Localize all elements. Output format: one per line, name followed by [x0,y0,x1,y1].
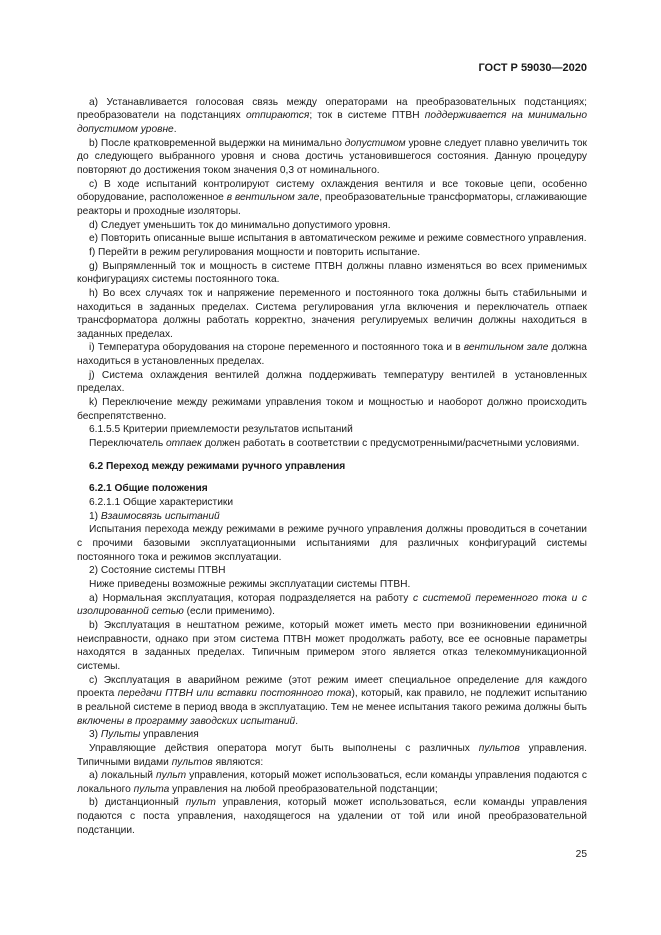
text-run: Испытания перехода между режимами в режиме ручного управления должны проводиться в сочетании с прочими базовыми эксплуатационными испытаниями для различных конфигураций системы постоянного тока и режимов эксплуатации. [77,524,587,563]
paragraph-d [77,219,587,233]
italic-term: пульт [185,797,216,809]
paragraph-j [77,369,587,396]
text-run: Ниже приведены возможные режимы эксплуатации системы ПТВН. [89,578,411,590]
text-run: должна находиться в установленных пределах. [77,342,587,368]
italic-term: пультов [478,742,520,754]
paragraph-p1 [77,523,587,564]
text-run: Управляющие действия оператора могут быть выполнены с различных [89,742,479,754]
text-run: являются: [212,756,264,768]
text-run: 3) [89,729,101,741]
paragraph-c [77,178,587,219]
text-run: i) Температура оборудования на стороне переменного и постоянного тока и в [89,342,464,354]
italic-term: отпираются [245,110,310,122]
text-run: g) Выпрямленный ток и мощность в системе ПТВН должны плавно изменяться во всех применимых конфигурациях системы постоянного тока. [77,260,587,286]
paragraph-p3b [77,796,587,837]
text-run: f) Перейти в режим регулирования мощности и повторить испытание. [89,246,421,258]
text-run: h) Во всех случаях ток и напряжение переменного и постоянного тока должны быть стабильными и находиться в заданных пределах. Система регулирования угла включения и переключатель отпаек трансформатора должны работать корректно, значения регулируемых величин должны находиться в заданных пределах. [77,287,587,340]
text-run: a) локальный [89,770,156,782]
paragraph-switch [77,437,587,451]
text-run: Переключатель [89,438,166,450]
paragraph-p2c [77,674,587,729]
paragraph-p2b [77,619,587,674]
text-run: c) В ходе испытаний контролируют систему охлаждения вентиля и все токовые цепи, особенно оборудование, расположенное [77,178,587,204]
paragraph-s61155 [77,423,587,437]
text-run: a) Устанавливается голосовая связь между операторами на преобразовательных подстанциях; преобразователи на подстанциях [77,96,587,122]
paragraph-g [77,260,587,287]
text-run: 6.1.5.5 Критерии приемлемости результатов испытаний [89,424,353,436]
paragraph-s6211 [77,496,587,510]
text-run: уровне следует плавно увеличить ток до следующего выбранного уровня и снова достичь установившегося состояния. Данную процедуру повторяют до достижения током значения 0,3 от номинального. [77,137,588,176]
text-run: , преобразовательные трансформаторы, сглаживающие реакторы и проходные изоляторы. [77,192,587,217]
text-run: b) После кратковременной выдержки на минимально [89,137,345,149]
text-run: d) Следует уменьшить ток до минимально допустимого уровня. [89,219,391,231]
text-run: управления, который может использоваться, если команды управления подаются с поста управления, находящегося на удалении от той или иной преобразовательной подстанции. [77,797,588,836]
text-run: должен работать в соответствии с предусмотренными/расчетными условиями. [201,438,580,450]
italic-term: передачи ПТВН или вставки постоянного тока [117,688,352,700]
text-run: c) Эксплуатация в аварийном режиме (этот режим имеет специальное определение для каждого проекта [77,674,587,700]
text-run: 6.2.1.1 Общие характеристики [89,497,234,509]
text-run: j) Система охлаждения вентилей должна поддерживать температуру вентилей в установленных пределах. [77,369,587,395]
italic-term: вентильном зале [463,342,549,354]
text-run: . [173,123,177,135]
page-number: 25 [575,849,587,860]
standard-number: ГОСТ Р 59030—2020 [478,62,587,74]
text-run: k) Переключение между режимами управления током и мощностью и наоборот должно происходить беспрепятственно. [77,397,587,422]
italic-term: пульта [133,783,170,795]
paragraph-p3a [77,769,587,796]
paragraph-k [77,396,587,423]
text-run: (если применимо). [183,606,275,618]
paragraph-p2 [77,578,587,592]
text-run: управления [140,729,199,741]
italic-term: отпаек [165,438,202,450]
paragraph-i [77,341,587,368]
italic-term: допустимом [344,137,406,149]
text-run: ), который, как правило, не подлежит испытанию в реальной системе в период ввода в эксплуатацию. Тем не менее испытания такого режима должны быть [77,688,588,713]
paragraph-f [77,246,587,260]
text-run: управления. Типичными видами [77,742,587,768]
paragraph-b [77,137,587,178]
italic-term: в вентильном зале [226,192,320,204]
paragraph-h [77,287,587,342]
text-run: 2) Состояние системы ПТВН [89,565,226,577]
paragraph-p2a [77,592,587,619]
paragraph-a [77,96,587,137]
italic-term: включены в программу заводских испытаний [77,715,296,727]
italic-term: Пульты [100,729,141,741]
text-run: a) Нормальная эксплуатация, которая подразделяется на работу [89,592,413,604]
paragraph-n3 [77,728,587,742]
italic-term: Взаимосвязь испытаний [100,510,220,522]
text-run: управления, который может использоваться, если команды управления подаются с локального [77,770,587,795]
text-run: . [295,715,299,727]
paragraph-p3 [77,742,587,769]
paragraph-n1 [77,510,587,524]
paragraph-n2 [77,564,587,578]
text-run: управления на любой преобразовательной подстанции; [169,783,438,795]
text-run: e) Повторить описанные выше испытания в автоматическом режиме и режиме совместного управления. [89,233,587,245]
italic-term: поддерживается на минимально допустимом уровне [77,110,587,135]
text-run: b) дистанционный [89,797,186,809]
section-heading-6-2: 6.2 Переход между режимами ручного управления [89,460,346,472]
section-heading-6-2-1: 6.2.1 Общие положения [89,483,208,495]
paragraph-e [77,232,587,246]
text-run: ; ток в системе ПТВН [309,110,425,122]
italic-term: с системой переменного тока и с изолированной сетью [77,592,587,618]
italic-term: пульт [155,770,187,782]
paragraphs-block-6-2-1 [77,496,587,837]
paragraphs-block-6-1 [77,96,587,451]
italic-term: пультов [171,756,213,768]
text-run: b) Эксплуатация в нештатном режиме, который может иметь место при возникновении единичной неисправности, однако при этом система ПТВН может продолжать работу, все ее основные параметры находятся в заданных пределах. Типичным примером этого является отказ телекоммуникационной системы. [77,619,587,672]
text-run: 1) [89,510,101,522]
